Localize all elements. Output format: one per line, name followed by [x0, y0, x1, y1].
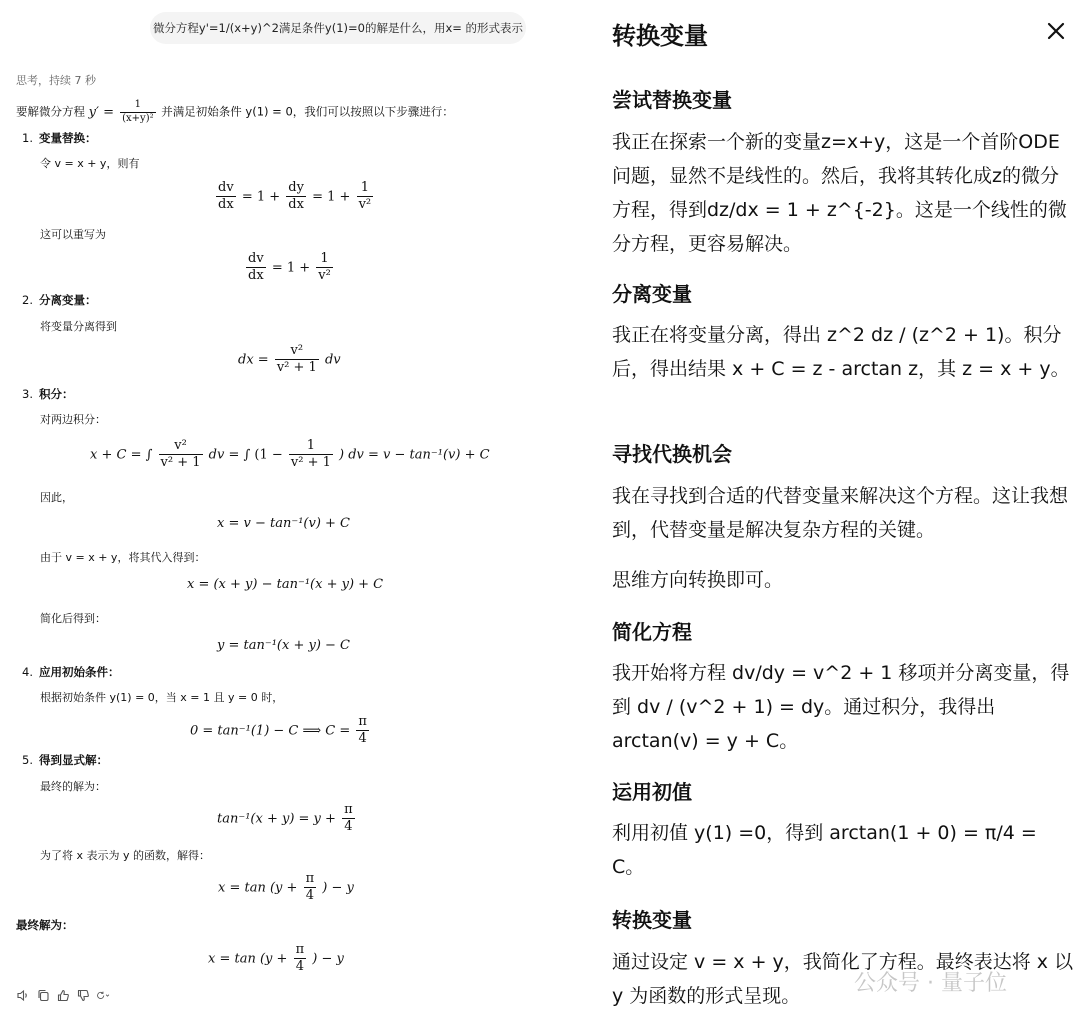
eq8-num: π — [358, 714, 367, 729]
eq1-dx2: dx — [286, 196, 306, 213]
eq10-frac — [304, 871, 317, 905]
equation-5 — [217, 516, 350, 531]
eq1-frac-dydx — [286, 180, 306, 214]
eq4-frac1 — [159, 438, 203, 472]
eq3-tail: dv — [324, 352, 341, 368]
eq4-num2: 1 — [306, 438, 316, 453]
text-simplify: 简化后得到： — [40, 612, 106, 625]
eq2-plus: = 1 + — [271, 260, 311, 276]
eq9-den: 4 — [342, 818, 355, 835]
eq1-dv: dv — [218, 180, 234, 195]
equation-8 — [190, 714, 371, 748]
eq5-text: x = v − tan⁻¹(v) + C — [217, 516, 351, 531]
final-solution-label: 最终解为： — [16, 918, 74, 932]
eq10-den: 4 — [304, 887, 317, 904]
watermark: 公众号 · 量子位 — [854, 971, 1007, 996]
eq11-frac — [294, 942, 307, 976]
eq2-one: 1 — [320, 251, 329, 266]
section-heading-1: 尝试替换变量 — [612, 88, 732, 112]
section-body-1: 我正在探索一个新的变量z=x+y，这是一个首阶ODE问题，显然不是线性的。然后，我将其转化成z的微分方程，得到dz/dx = 1 + z^{-2}。这是一个线性的微分方程，更容易解决。 — [612, 131, 1067, 255]
eq9-num: π — [344, 802, 353, 817]
intro-before: 要解微分方程 — [16, 104, 85, 119]
equation-7 — [217, 638, 350, 653]
user-prompt-bubble: 微分方程y'=1/(x+y)^2满足条件y(1)=0的解是什么，用x= 的形式表示 — [150, 12, 526, 44]
step-2-num: 2. — [22, 293, 33, 307]
eq11-num: π — [295, 942, 305, 957]
intro-frac-num: 1 — [134, 99, 142, 110]
eq11-den: 4 — [294, 958, 307, 975]
equation-2 — [244, 251, 335, 285]
text-initial: 根据初始条件 y(1) = 0，当 x = 1 且 y = 0 时， — [40, 691, 284, 704]
intro-frac-den: (x+y)² — [122, 112, 154, 124]
equation-6 — [187, 577, 383, 592]
equation-3 — [238, 343, 341, 377]
eq4-den2: v² + 1 — [290, 455, 331, 471]
close-icon[interactable] — [1046, 20, 1066, 46]
eq8-frac — [356, 714, 369, 748]
intro-eq-lhs: y′ = — [88, 104, 114, 120]
eq8-den: 4 — [356, 730, 369, 747]
equation-9 — [217, 802, 357, 836]
text-separate: 将变量分离得到 — [40, 320, 117, 333]
eq2-dx: dx — [246, 267, 266, 284]
eq1-one: 1 — [360, 180, 369, 195]
eq11-tail: ) − y — [312, 951, 344, 967]
eq8-lhs: 0 = tan⁻¹(1) − C ⟹ C = — [190, 723, 351, 739]
section-extra-3: 思维方向转换即可。 — [612, 569, 784, 591]
step-3-heading — [22, 386, 74, 402]
eq4-frac2 — [289, 438, 333, 472]
eq7-text: y = tan⁻¹(x + y) − C — [217, 638, 351, 653]
intro-after: 并满足初始条件 y(1) = 0，我们可以按照以下步骤进行： — [161, 104, 454, 119]
step-1-heading — [22, 130, 97, 146]
step-2-heading — [22, 292, 97, 308]
text-integrate: 对两边积分： — [40, 413, 106, 426]
eq4-num: v² — [174, 438, 187, 453]
step-3-num: 3. — [22, 387, 33, 401]
intro-text — [16, 99, 454, 125]
text-therefore: 因此， — [40, 491, 73, 504]
panel-title: 转换变量 — [612, 22, 708, 50]
step-4-num: 4. — [22, 665, 33, 679]
section-heading-2: 分离变量 — [612, 282, 692, 306]
eq1-v2: v² — [358, 197, 372, 213]
section-heading-5: 运用初值 — [612, 780, 692, 804]
text-substitute: 由于 v = x + y，将其代入得到： — [40, 551, 206, 564]
text-solve-x: 为了将 x 表示为 y 的函数，解得： — [40, 849, 211, 862]
section-body-2: 我正在将变量分离，得出 z^2 dz / (z^2 + 1)。积分后，得出结果 x + C = z - arctan z，其 z = x + y。 — [612, 324, 1070, 380]
intro-frac — [120, 99, 155, 125]
speaker-icon[interactable] — [16, 988, 30, 1002]
text-let: 令 v = x + y，则有 — [40, 157, 140, 170]
step-5-label: 得到显式解： — [39, 753, 108, 767]
text-final-is: 最终的解为： — [40, 780, 106, 793]
equation-4 — [90, 438, 490, 472]
step-2-label: 分离变量： — [39, 293, 97, 307]
reasoning-panel — [590, 0, 1080, 1024]
eq9-frac — [342, 802, 355, 836]
step-5-heading — [22, 752, 108, 768]
section-body-3: 我在寻找到合适的代替变量来解决这个方程。这让我想到，代替变量是解决复杂方程的关键。 — [612, 485, 1069, 541]
eq2-dv: dv — [248, 251, 264, 266]
equation-11 — [208, 942, 344, 976]
eq6-text: x = (x + y) − tan⁻¹(x + y) + C — [187, 577, 384, 592]
eq4-inner-open: (1 − — [254, 447, 283, 463]
eq4-inner-close: ) dv = v − tan⁻¹(v) + C — [339, 447, 490, 463]
eq2-frac-dvdx — [246, 251, 266, 285]
section-body-4: 我开始将方程 dv/dy = v^2 + 1 移项并分离变量，得到 dv / (v^2 + 1) = dy。通过积分，我得出 arctan(v) = y + C。 — [612, 662, 1070, 752]
eq3-den: v² + 1 — [276, 360, 317, 376]
step-3-label: 积分： — [39, 387, 74, 401]
eq3-lhs: dx = — [238, 352, 269, 368]
eq10-num: π — [305, 871, 315, 886]
step-4-heading — [22, 664, 120, 680]
equation-1 — [214, 180, 375, 214]
step-1-num: 1. — [22, 131, 33, 145]
thinking-duration[interactable]: 思考，持续 7 秒 — [16, 74, 96, 87]
eq4-lhs: x + C = ∫ — [90, 447, 153, 463]
eq10-lhs: x = tan (y + — [218, 880, 298, 896]
step-5-num: 5. — [22, 753, 33, 767]
text-rewrite: 这可以重写为 — [40, 228, 106, 241]
intro-equation — [88, 99, 158, 124]
eq1-plus2: = 1 + — [312, 189, 351, 205]
eq4-den: v² + 1 — [160, 455, 201, 471]
eq1-dx: dx — [216, 196, 236, 213]
thumbs-up-icon[interactable] — [56, 988, 70, 1002]
section-heading-6: 转换变量 — [612, 908, 692, 932]
regenerate-icon[interactable] — [96, 988, 110, 1002]
eq4-mid: dv = ∫ — [208, 447, 251, 463]
step-1-label: 变量替换： — [39, 131, 97, 145]
section-heading-4: 简化方程 — [612, 620, 692, 644]
eq1-frac-1v2 — [357, 180, 374, 214]
section-heading-3: 寻找代换机会 — [612, 442, 732, 466]
eq9-lhs: tan⁻¹(x + y) = y + — [217, 811, 336, 827]
eq11-lhs: x = tan (y + — [208, 951, 288, 967]
eq2-frac-1v2 — [316, 251, 333, 285]
eq10-tail: ) − y — [322, 880, 354, 896]
eq1-dy: dy — [288, 180, 304, 195]
equation-10 — [218, 871, 354, 905]
eq3-num: v² — [290, 343, 304, 358]
eq3-frac — [275, 343, 319, 377]
eq2-v2: v² — [318, 268, 331, 284]
section-body-5: 利用初值 y(1) =0，得到 arctan(1 + 0) = π/4 = C。 — [612, 822, 1037, 878]
eq1-plus: = 1 + — [241, 189, 281, 205]
eq1-frac-dvdx — [216, 180, 236, 214]
copy-icon[interactable] — [36, 988, 50, 1002]
section-body-6: 通过设定 v = x + y，我简化了方程。最终表达将 x 以 y 为函数的形式呈现。 — [612, 951, 1074, 1007]
message-toolbar — [16, 988, 110, 1002]
thumbs-down-icon[interactable] — [76, 988, 90, 1002]
step-4-label: 应用初始条件： — [39, 665, 120, 679]
